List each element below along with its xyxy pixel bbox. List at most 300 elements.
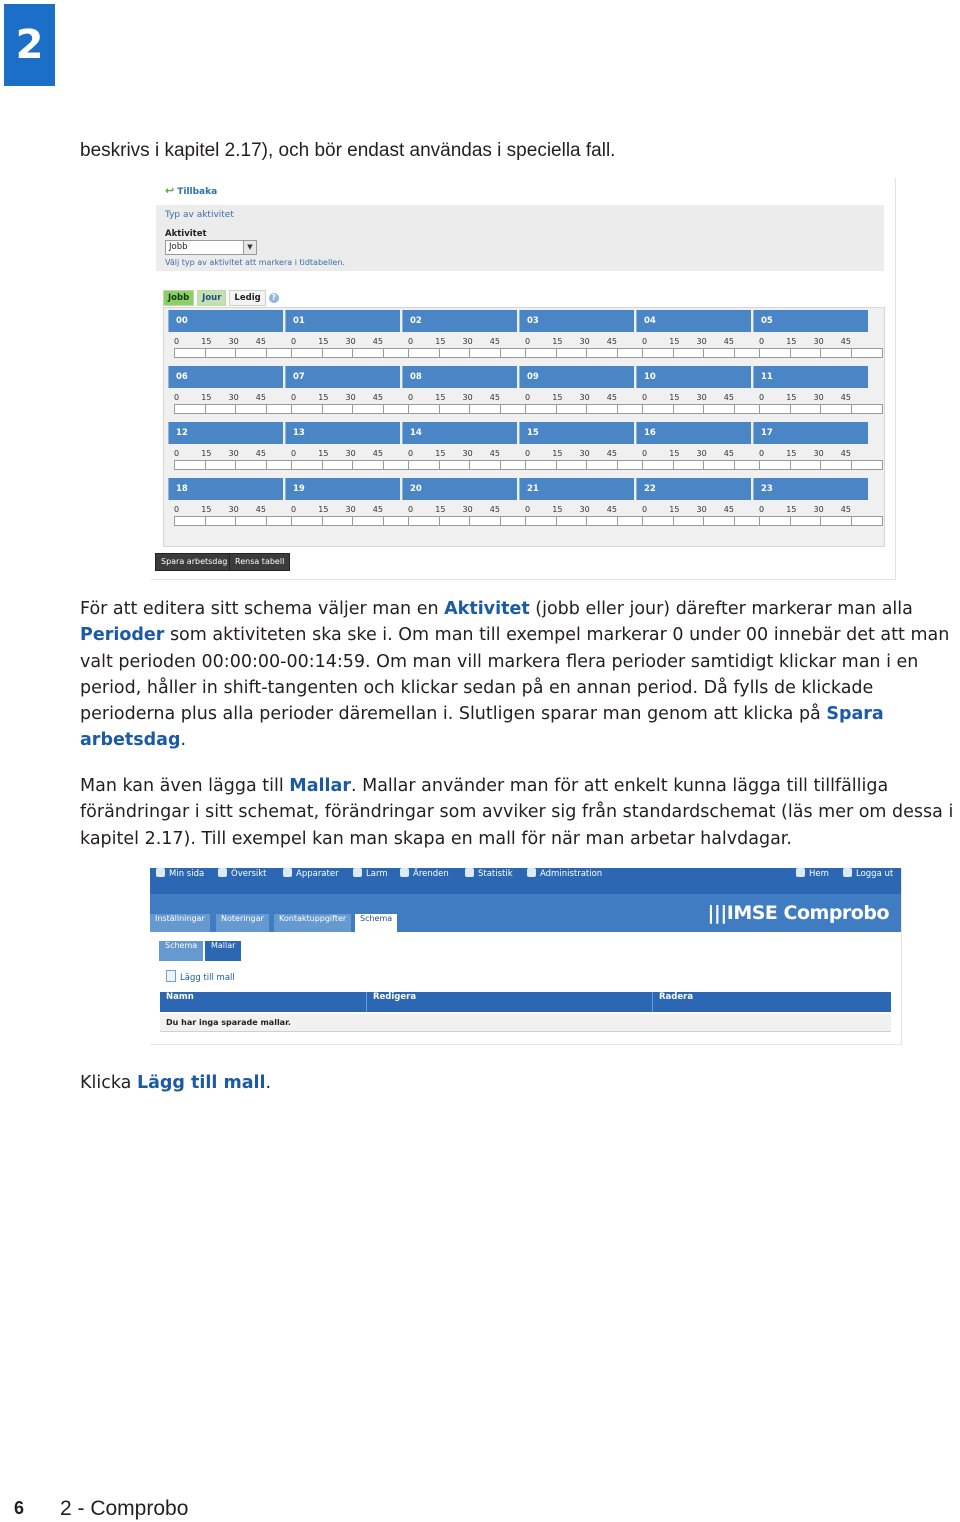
period-checkbox[interactable] [851, 404, 884, 414]
minute-label: 15 [435, 337, 446, 346]
page-number: 6 [14, 1498, 25, 1518]
period-checkbox[interactable] [642, 516, 675, 526]
period-checkboxes [636, 404, 751, 414]
hour-block [168, 422, 283, 475]
minute-label: 15 [669, 393, 680, 402]
minute-label: 0 [642, 337, 648, 346]
hour-block [285, 310, 400, 363]
save-workday-button[interactable]: Spara arbetsdag [155, 553, 233, 571]
hour-block [753, 422, 868, 475]
minute-label: 30 [462, 449, 473, 458]
minute-labels [402, 449, 517, 458]
minute-label: 15 [552, 505, 563, 514]
minute-label: 0 [408, 505, 414, 514]
period-checkbox[interactable] [322, 460, 355, 470]
hour-header: 07 [285, 366, 400, 388]
period-checkbox[interactable] [703, 404, 736, 414]
document-add-icon [166, 970, 176, 982]
minute-label: 45 [489, 393, 500, 402]
nav-min-sida[interactable]: Min sida [156, 868, 204, 894]
hour-header: 11 [753, 366, 868, 388]
top-navigation [150, 868, 901, 894]
hour-block [519, 478, 634, 531]
period-checkbox[interactable] [235, 348, 268, 358]
period-checkbox[interactable] [673, 516, 706, 526]
period-checkbox[interactable] [851, 516, 884, 526]
minute-label: 45 [255, 337, 266, 346]
period-checkbox[interactable] [469, 404, 502, 414]
minute-label: 15 [786, 337, 797, 346]
paragraph-edit-schedule: För att editera sitt schema väljer man en Aktivitet (jobb eller jour) därefter markerar man alla Perioder som aktiviteten ska ske i. Om man till exempel markerar 0 under 00 innebär det att man valt perioden 00:00:00-00:14:59. Om man vill markera flera perioder samtidigt klickar man i en period, håller in shift-tangenten och klickar sedan på en annan period. Då fylls de klickade perioderna plus alla perioder däremellan i. Slutligen sparar man genom att klicka på Spara arbetsdag. [80, 599, 950, 751]
period-checkbox[interactable] [408, 404, 441, 414]
minute-labels [519, 449, 634, 458]
nav-apparater[interactable]: Apparater [283, 868, 339, 894]
minute-label: 15 [786, 449, 797, 458]
minute-label: 45 [606, 505, 617, 514]
back-link[interactable]: ↩ Tillbaka [165, 184, 218, 197]
period-checkbox[interactable] [439, 516, 472, 526]
minute-label: 30 [579, 449, 590, 458]
hour-block [168, 366, 283, 419]
hour-block [753, 366, 868, 419]
period-checkboxes [753, 516, 868, 526]
period-checkbox[interactable] [291, 516, 324, 526]
period-checkbox[interactable] [352, 404, 385, 414]
minute-label: 45 [489, 449, 500, 458]
subtab-schema[interactable]: Schema [159, 941, 203, 961]
admin-icon [527, 868, 536, 877]
minute-labels [636, 337, 751, 346]
hour-header: 13 [285, 422, 400, 444]
minute-label: 0 [291, 393, 297, 402]
period-checkbox[interactable] [759, 404, 792, 414]
period-checkbox[interactable] [586, 404, 619, 414]
minute-labels [636, 393, 751, 402]
period-checkbox[interactable] [235, 460, 268, 470]
period-checkbox[interactable] [673, 460, 706, 470]
minute-labels [168, 393, 283, 402]
hour-header: 09 [519, 366, 634, 388]
tab-installningar[interactable]: Inställningar [150, 914, 210, 932]
logout-icon [843, 868, 852, 877]
period-checkbox[interactable] [642, 404, 675, 414]
minute-labels [519, 505, 634, 514]
hour-header: 15 [519, 422, 634, 444]
nav-arenden[interactable]: Ärenden [400, 868, 449, 894]
period-checkbox[interactable] [235, 404, 268, 414]
period-checkbox[interactable] [525, 348, 558, 358]
period-checkbox[interactable] [205, 348, 238, 358]
minute-labels [636, 449, 751, 458]
minute-label: 45 [606, 449, 617, 458]
minute-label: 0 [525, 337, 531, 346]
period-checkbox[interactable] [820, 460, 853, 470]
hour-block [168, 478, 283, 531]
hour-block [519, 366, 634, 419]
activity-panel [156, 205, 884, 271]
period-checkboxes [519, 404, 634, 414]
period-checkboxes [519, 348, 634, 358]
period-checkbox[interactable] [469, 348, 502, 358]
period-checkboxes [402, 348, 517, 358]
minute-label: 30 [579, 337, 590, 346]
minute-label: 30 [696, 449, 707, 458]
minute-labels [636, 505, 751, 514]
home-icon [796, 868, 805, 877]
period-checkboxes [168, 460, 283, 470]
column-radera: Radera [652, 992, 891, 1012]
hour-block [753, 310, 868, 363]
minute-label: 45 [840, 337, 851, 346]
hour-header: 05 [753, 310, 868, 332]
minute-label: 30 [579, 393, 590, 402]
minute-label: 45 [255, 393, 266, 402]
period-checkbox[interactable] [703, 460, 736, 470]
period-checkbox[interactable] [352, 348, 385, 358]
activity-tabs [163, 290, 279, 306]
minute-label: 15 [318, 505, 329, 514]
minute-label: 30 [228, 337, 239, 346]
section-footer: 2 - Comprobo [60, 1497, 189, 1520]
minute-label: 0 [291, 505, 297, 514]
period-checkbox[interactable] [790, 460, 823, 470]
minute-labels [753, 393, 868, 402]
nav-administration[interactable]: Administration [527, 868, 602, 894]
minute-label: 30 [462, 393, 473, 402]
minute-label: 30 [228, 449, 239, 458]
period-checkboxes [168, 404, 283, 414]
minute-label: 15 [552, 449, 563, 458]
minute-label: 30 [696, 505, 707, 514]
nav-statistik[interactable]: Statistik [465, 868, 513, 894]
minute-label: 15 [552, 393, 563, 402]
hour-block [285, 478, 400, 531]
period-checkboxes [519, 516, 634, 526]
minute-label: 45 [723, 393, 734, 402]
minute-labels [402, 505, 517, 514]
tab-jour[interactable]: Jour [197, 290, 226, 306]
hour-header: 22 [636, 478, 751, 500]
paragraph-templates: Man kan även lägga till Mallar. Mallar använder man för att enkelt kunna lägga till tillfälliga förändringar i sitt schemat, förändringar som avviker sig från standardschemat (läs mer om dessa i kapitel 2.17). Till exempel kan man skapa en mall för när man arbetar halvdagar. [80, 776, 954, 849]
minute-label: 45 [372, 505, 383, 514]
minute-label: 30 [813, 337, 824, 346]
time-grid [163, 307, 885, 547]
hour-header: 14 [402, 422, 517, 444]
hour-block [636, 310, 751, 363]
period-checkbox[interactable] [525, 404, 558, 414]
hour-header: 08 [402, 366, 517, 388]
period-checkboxes [753, 348, 868, 358]
period-checkbox[interactable] [439, 460, 472, 470]
tab-noteringar[interactable]: Noteringar [216, 914, 269, 932]
minute-labels [519, 337, 634, 346]
period-checkbox[interactable] [408, 516, 441, 526]
minute-label: 15 [201, 393, 212, 402]
period-checkbox[interactable] [586, 348, 619, 358]
hour-block [285, 422, 400, 475]
period-checkbox[interactable] [759, 516, 792, 526]
templates-empty-row: Du har inga sparade mallar. [160, 1014, 891, 1032]
chevron-down-icon[interactable]: ▼ [243, 241, 256, 254]
period-checkboxes [285, 460, 400, 470]
period-checkboxes [402, 404, 517, 414]
minute-label: 0 [525, 393, 531, 402]
tab-schema[interactable]: Schema [355, 914, 397, 932]
minute-label: 30 [345, 449, 356, 458]
minute-label: 30 [228, 505, 239, 514]
minute-labels [402, 337, 517, 346]
column-namn: Namn [166, 992, 194, 1002]
minute-label: 45 [606, 337, 617, 346]
tab-kontaktuppgifter[interactable]: Kontaktuppgifter [274, 914, 351, 932]
minute-label: 15 [201, 505, 212, 514]
hour-block [636, 422, 751, 475]
hour-header: 04 [636, 310, 751, 332]
period-checkbox[interactable] [469, 516, 502, 526]
minute-label: 45 [372, 337, 383, 346]
hour-block [402, 366, 517, 419]
minute-label: 15 [318, 393, 329, 402]
minute-label: 45 [606, 393, 617, 402]
period-checkbox[interactable] [586, 460, 619, 470]
period-checkboxes [519, 460, 634, 470]
period-checkbox[interactable] [174, 404, 207, 414]
period-checkbox[interactable] [352, 460, 385, 470]
activity-select[interactable]: Jobb ▼ [165, 240, 257, 255]
minute-label: 15 [669, 337, 680, 346]
hour-header: 18 [168, 478, 283, 500]
hour-header: 10 [636, 366, 751, 388]
period-checkbox[interactable] [235, 516, 268, 526]
period-checkbox[interactable] [556, 516, 589, 526]
activity-hint: Välj typ av aktivitet att markera i tidtabellen. [165, 258, 345, 267]
hour-block [402, 478, 517, 531]
minute-label: 45 [840, 449, 851, 458]
minute-labels [519, 393, 634, 402]
period-checkbox[interactable] [851, 348, 884, 358]
period-checkbox[interactable] [322, 516, 355, 526]
cases-icon [400, 868, 409, 877]
period-checkboxes [636, 460, 751, 470]
period-checkboxes [753, 404, 868, 414]
minute-labels [285, 505, 400, 514]
period-checkbox[interactable] [439, 404, 472, 414]
minute-label: 0 [408, 337, 414, 346]
minute-label: 15 [669, 449, 680, 458]
minute-label: 0 [174, 337, 180, 346]
hour-block [285, 366, 400, 419]
activity-label: Aktivitet [165, 229, 207, 239]
hour-block [636, 478, 751, 531]
minute-label: 15 [786, 393, 797, 402]
nav-oversikt[interactable]: Översikt [218, 868, 267, 894]
minute-label: 15 [201, 337, 212, 346]
period-checkbox[interactable] [291, 404, 324, 414]
period-checkboxes [285, 348, 400, 358]
hour-header: 23 [753, 478, 868, 500]
period-checkbox[interactable] [759, 348, 792, 358]
period-checkbox[interactable] [291, 348, 324, 358]
hour-block [402, 422, 517, 475]
add-template-link[interactable]: Lägg till mall [166, 970, 235, 983]
minute-labels [753, 337, 868, 346]
minute-label: 30 [462, 505, 473, 514]
help-icon[interactable]: ? [269, 293, 279, 303]
period-checkbox[interactable] [703, 516, 736, 526]
nav-logga-ut[interactable]: Logga ut [843, 868, 893, 894]
minute-label: 45 [255, 449, 266, 458]
period-checkbox[interactable] [174, 516, 207, 526]
period-checkbox[interactable] [322, 348, 355, 358]
minute-label: 45 [372, 449, 383, 458]
hour-block [519, 310, 634, 363]
period-checkbox[interactable] [174, 460, 207, 470]
tab-ledig[interactable]: Ledig [229, 290, 265, 306]
minute-label: 45 [489, 337, 500, 346]
hour-block [168, 310, 283, 363]
minute-label: 0 [291, 449, 297, 458]
minute-label: 15 [552, 337, 563, 346]
minute-label: 15 [435, 393, 446, 402]
period-checkbox[interactable] [759, 460, 792, 470]
home-user-icon [156, 868, 165, 877]
period-checkboxes [168, 348, 283, 358]
nav-larm[interactable]: Larm [353, 868, 388, 894]
minute-label: 0 [759, 449, 765, 458]
minute-label: 15 [318, 449, 329, 458]
period-checkbox[interactable] [820, 348, 853, 358]
period-checkboxes [402, 460, 517, 470]
minute-label: 45 [255, 505, 266, 514]
minute-label: 0 [642, 505, 648, 514]
alarm-icon [353, 868, 362, 877]
hour-header: 19 [285, 478, 400, 500]
minute-label: 0 [174, 393, 180, 402]
period-checkbox[interactable] [525, 516, 558, 526]
minute-label: 15 [318, 337, 329, 346]
period-checkbox[interactable] [322, 404, 355, 414]
minute-labels [168, 337, 283, 346]
period-checkbox[interactable] [408, 348, 441, 358]
hour-header: 01 [285, 310, 400, 332]
period-checkbox[interactable] [673, 348, 706, 358]
minute-label: 0 [642, 393, 648, 402]
period-checkbox[interactable] [790, 404, 823, 414]
hour-header: 16 [636, 422, 751, 444]
minute-label: 45 [723, 505, 734, 514]
period-checkbox[interactable] [205, 460, 238, 470]
templates-table-header [160, 992, 891, 1012]
clear-table-button[interactable]: Rensa tabell [229, 553, 290, 571]
period-checkbox[interactable] [556, 460, 589, 470]
templates-screenshot [150, 868, 902, 1045]
hour-header: 17 [753, 422, 868, 444]
minute-label: 0 [759, 337, 765, 346]
minute-labels [402, 393, 517, 402]
minute-label: 45 [372, 393, 383, 402]
minute-labels [753, 505, 868, 514]
period-checkbox[interactable] [790, 516, 823, 526]
minute-label: 30 [345, 393, 356, 402]
subtab-band [150, 938, 901, 962]
period-checkbox[interactable] [174, 348, 207, 358]
minute-label: 30 [813, 505, 824, 514]
period-checkboxes [636, 516, 751, 526]
hour-header: 20 [402, 478, 517, 500]
tab-jobb[interactable]: Jobb [163, 290, 194, 306]
minute-label: 0 [759, 393, 765, 402]
period-checkbox[interactable] [352, 516, 385, 526]
minute-label: 45 [489, 505, 500, 514]
minute-label: 45 [723, 449, 734, 458]
period-checkbox[interactable] [673, 404, 706, 414]
hour-header: 06 [168, 366, 283, 388]
period-checkboxes [402, 516, 517, 526]
period-checkbox[interactable] [820, 404, 853, 414]
schedule-screenshot [151, 178, 896, 580]
minute-labels [285, 337, 400, 346]
hour-header: 02 [402, 310, 517, 332]
activity-title: Typ av aktivitet [165, 210, 234, 220]
period-checkbox[interactable] [556, 404, 589, 414]
period-checkboxes [285, 404, 400, 414]
period-checkbox[interactable] [556, 348, 589, 358]
minute-labels [168, 449, 283, 458]
minute-label: 30 [696, 393, 707, 402]
period-checkboxes [285, 516, 400, 526]
minute-label: 45 [840, 393, 851, 402]
minute-label: 15 [435, 449, 446, 458]
subtab-mallar[interactable]: Mallar [205, 941, 241, 961]
hour-header: 03 [519, 310, 634, 332]
hour-block [753, 478, 868, 531]
period-checkbox[interactable] [820, 516, 853, 526]
hour-block [402, 310, 517, 363]
period-checkbox[interactable] [703, 348, 736, 358]
period-checkboxes [636, 348, 751, 358]
overview-icon [218, 868, 227, 877]
minute-label: 45 [723, 337, 734, 346]
minute-labels [753, 449, 868, 458]
minute-label: 30 [462, 337, 473, 346]
devices-icon [283, 868, 292, 877]
period-checkbox[interactable] [408, 460, 441, 470]
period-checkbox[interactable] [790, 348, 823, 358]
minute-label: 0 [759, 505, 765, 514]
minute-label: 0 [174, 449, 180, 458]
period-checkbox[interactable] [439, 348, 472, 358]
back-arrow-icon: ↩ [165, 184, 175, 197]
period-checkbox[interactable] [525, 460, 558, 470]
nav-hem[interactable]: Hem [796, 868, 829, 894]
period-checkbox[interactable] [642, 348, 675, 358]
period-checkbox[interactable] [205, 404, 238, 414]
period-checkbox[interactable] [642, 460, 675, 470]
period-checkbox[interactable] [291, 460, 324, 470]
minute-label: 30 [228, 393, 239, 402]
minute-label: 0 [525, 505, 531, 514]
imse-logo: |||IMSE Comprobo [707, 902, 889, 924]
minute-label: 0 [408, 449, 414, 458]
minute-label: 0 [174, 505, 180, 514]
period-checkbox[interactable] [205, 516, 238, 526]
period-checkbox[interactable] [469, 460, 502, 470]
statistics-icon [465, 868, 474, 877]
period-checkbox[interactable] [851, 460, 884, 470]
minute-label: 0 [525, 449, 531, 458]
period-checkbox[interactable] [586, 516, 619, 526]
minute-labels [168, 505, 283, 514]
